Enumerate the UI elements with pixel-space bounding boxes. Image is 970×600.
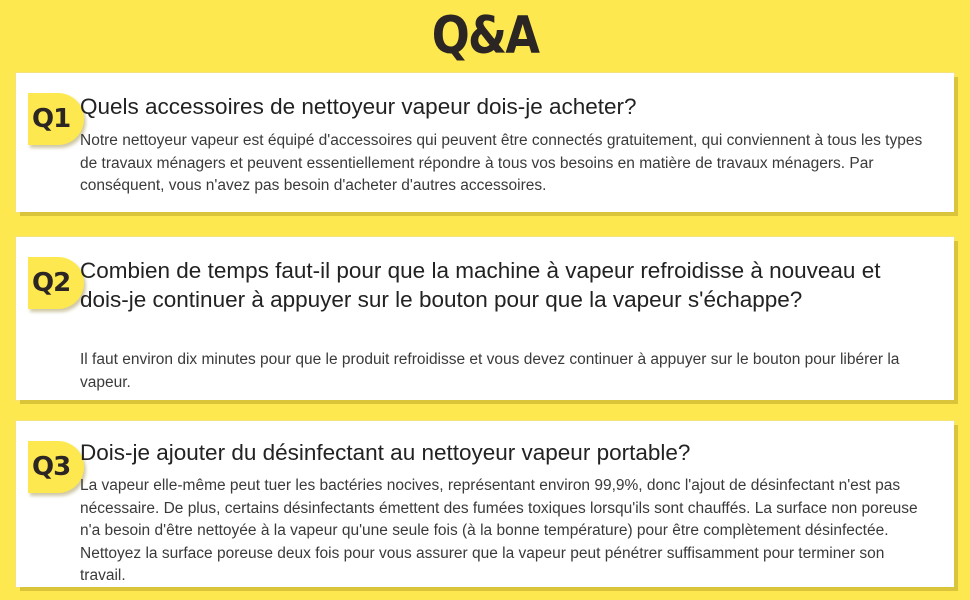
q1-badge: Q1 bbox=[28, 93, 84, 145]
question-2: Combien de temps faut-il pour que la machine à vapeur refroidisse à nouveau et dois-je continuer à appuyer sur le bouton pour que la vapeur s'échappe? bbox=[80, 258, 881, 312]
page-title: Q&A bbox=[431, 6, 539, 66]
qa-card-1 bbox=[16, 73, 954, 212]
qa-card-3 bbox=[16, 421, 954, 587]
answer-2: Il faut environ dix minutes pour que le produit refroidisse et vous devez continuer à appuyer sur le bouton pour libérer la vapeur. bbox=[80, 351, 900, 391]
answer-1: Notre nettoyeur vapeur est équipé d'accessoires qui peuvent être connectés gratuitement, qui conviennent à tous les types de travaux ménagers et peuvent essentiellement répondre à tous vos besoins en matière de travaux ménagers. Par conséquent, vous n'avez pas besoin d'acheter d'autres accessoires. bbox=[80, 132, 923, 194]
qa-card-2 bbox=[16, 237, 954, 400]
question-3: Dois-je ajouter du désinfectant au nettoyeur vapeur portable? bbox=[80, 440, 691, 465]
answer-3: La vapeur elle-même peut tuer les bactéries nocives, représentant environ 99,9%, donc l'ajout de désinfectant n'est pas nécessaire. De plus, certains désinfectants émettent des fumées toxiques lorsqu'ils sont chauffés. La surface non poreuse n'a besoin d'être nettoyée à la vapeur qu'une seule fois (à la bonne température) pour être complètement désinfectée. Nettoyez la surface poreuse deux fois pour vous assurer que la vapeur peut pénétrer suffisamment pour terminer son travail. bbox=[80, 477, 918, 584]
question-1: Quels accessoires de nettoyeur vapeur dois-je acheter? bbox=[80, 94, 637, 119]
q2-badge: Q2 bbox=[28, 257, 84, 309]
q3-badge: Q3 bbox=[28, 441, 84, 493]
